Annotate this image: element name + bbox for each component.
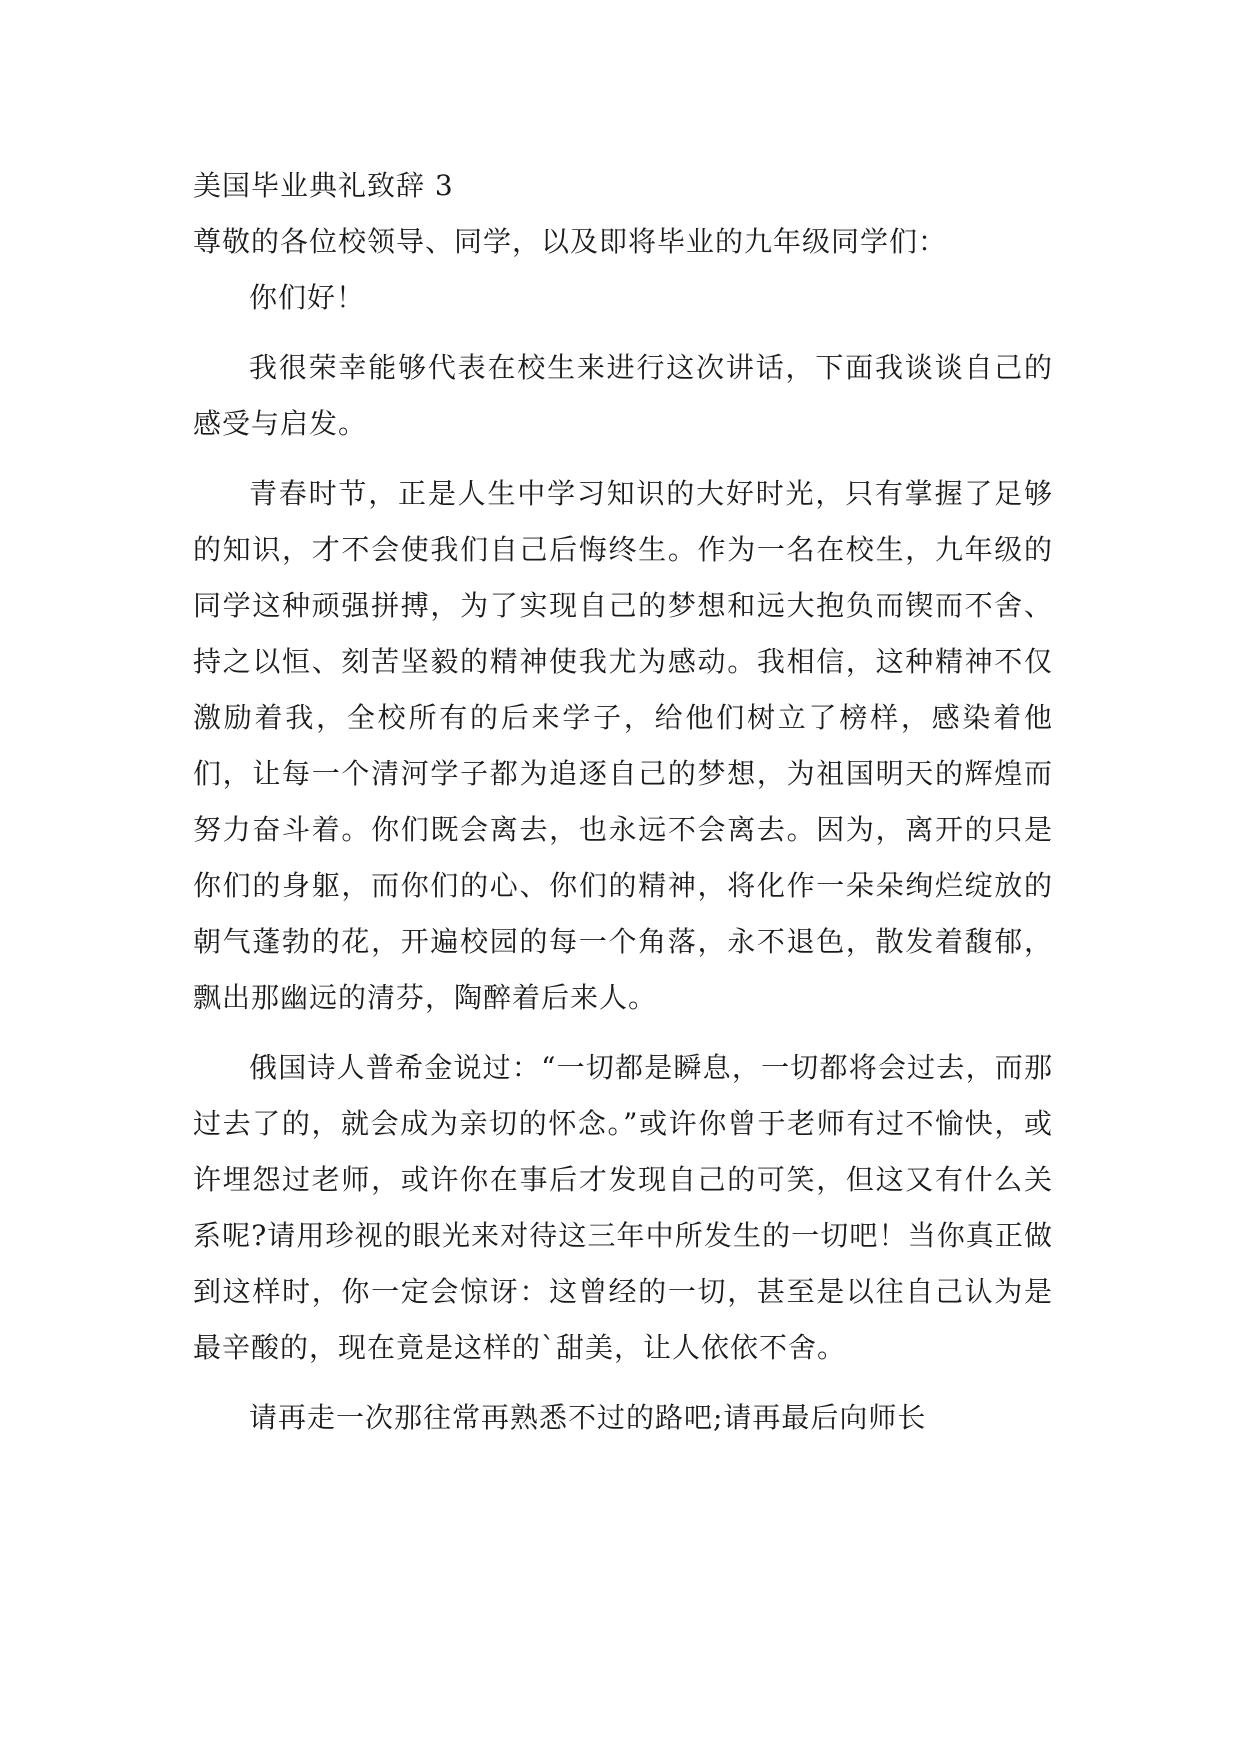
paragraph-farewell: 请再走一次那往常再熟悉不过的路吧;请再最后向师长: [249, 1401, 927, 1434]
document-title: 美国毕业典礼致辞 3: [193, 169, 454, 202]
greeting-line: 你们好！: [249, 281, 366, 314]
document-body: [193, 158, 1053, 1460]
salutation-line: 尊敬的各位校领导、同学，以及即将毕业的九年级同学们：: [193, 225, 948, 258]
paragraph-pushkin: 俄国诗人普希金说过：“一切都是瞬息，一切都将会过去，而那过去了的，就会成为亲切的怀念。”或许你曾于老师有过不愉快，或许埋怨过老师，或许你在事后才发现自己的可笑，但这又有什么关系呢?请用珍视的眼光来对待这三年中所发生的一切吧！当你真正做到这样时，你一定会惊讶：这曾经的一切，甚至是以往自己认为是最辛酸的，现在竟是这样的`甜美，让人依依不舍。: [193, 1051, 1053, 1364]
paragraph-intro: 我很荣幸能够代表在校生来进行这次讲话，下面我谈谈自己的感受与启发。: [193, 351, 1053, 440]
paragraph-youth: 青春时节，正是人生中学习知识的大好时光，只有掌握了足够的知识，才不会使我们自己后悔终生。作为一名在校生，九年级的同学这种顽强拼搏，为了实现自己的梦想和远大抱负而锲而不舍、持之以恒、刻苦坚毅的精神使我尤为感动。我相信，这种精神不仅激励着我，全校所有的后来学子，给他们树立了榜样，感染着他们，让每一个清河学子都为追逐自己的梦想，为祖国明天的辉煌而努力奋斗着。你们既会离去，也永远不会离去。因为，离开的只是你们的身躯，而你们的心、你们的精神，将化作一朵朵绚烂绽放的朝气蓬勃的花，开遍校园的每一个角落，永不退色，散发着馥郁，飘出那幽远的清芬，陶醉着后来人。: [193, 477, 1053, 1014]
